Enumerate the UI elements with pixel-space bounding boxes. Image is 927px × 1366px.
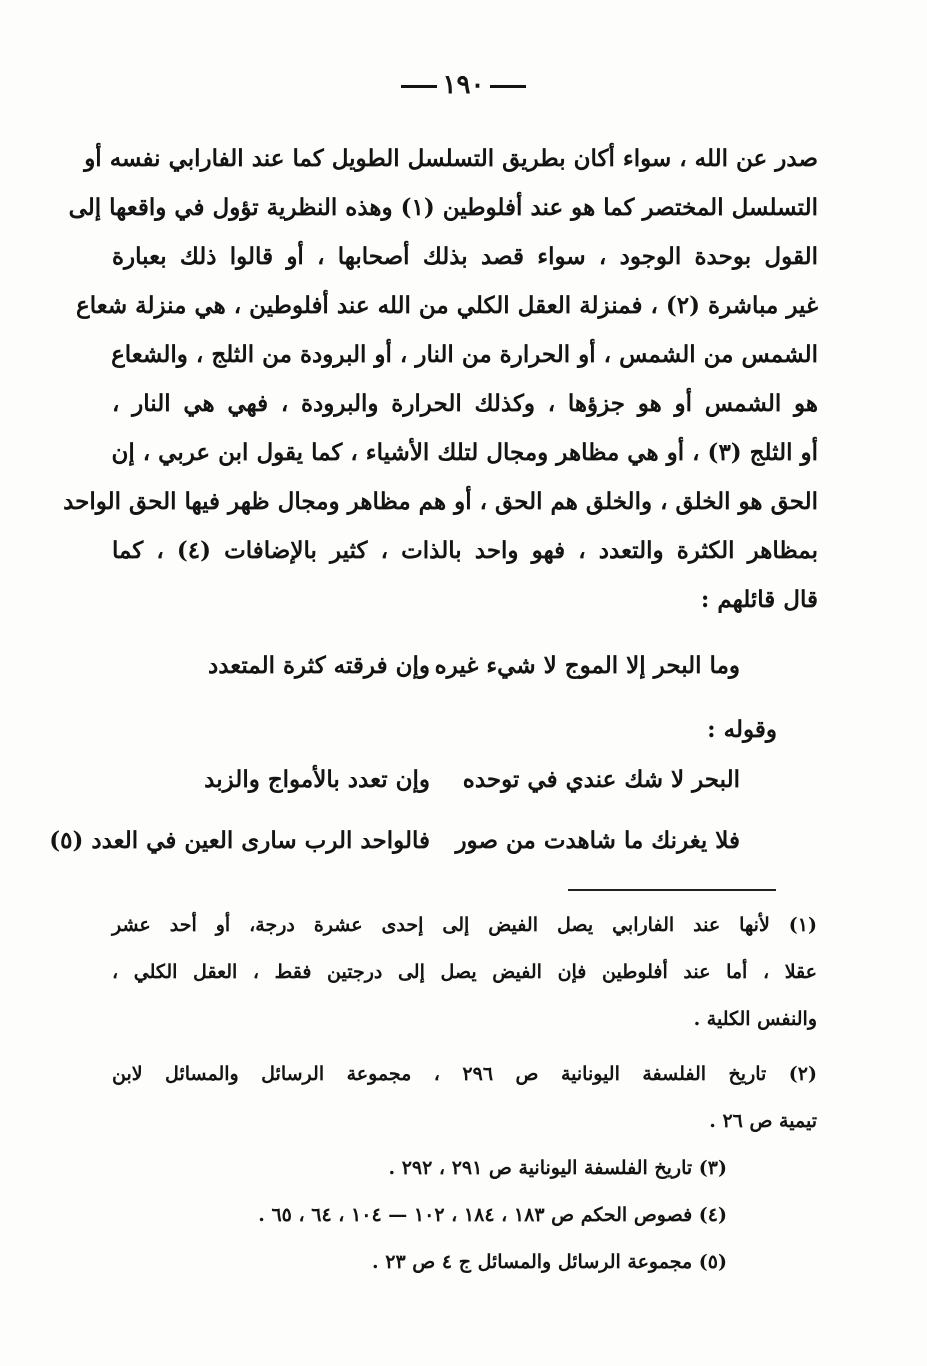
footnote-1-line: والنفس الكلية . xyxy=(693,1008,817,1030)
verse-2-first-hemistich: البحر لا شك عندي في توحده xyxy=(462,766,740,793)
paragraph-line: القول بوحدة الوجود ، سواء قصد بذلك أصحابها ، أو قالوا ذلك بعبارة xyxy=(112,243,818,270)
page-number-value: ١٩٠ xyxy=(442,70,485,100)
verse-2 xyxy=(140,757,740,803)
paragraph-line: الشمس من الشمس ، أو الحرارة من النار ، أو البرودة من الثلج ، والشعاع xyxy=(111,341,818,368)
right-dash xyxy=(490,85,526,88)
footnote-separator xyxy=(568,889,776,891)
footnote-2-line: تيمية ص ٢٦ . xyxy=(709,1110,817,1132)
verse-3-first-hemistich: فلا يغرنك ما شاهدت من صور xyxy=(455,827,740,854)
footnote-4: (٤) فصوص الحكم ص ١٨٣ ، ١٨٤ ، ١٠٢ — ١٠٤ ، ٦٤ ، ٦٥ . xyxy=(258,1204,727,1226)
footnote-2-line: (٢) تاريخ الفلسفة اليونانية ص ٢٩٦ ، مجموعة الرسائل والمسائل لابن xyxy=(112,1063,817,1085)
paragraph-line: قال قائلهم : xyxy=(700,586,818,613)
paragraph-line: صدر عن الله ، سواء أكان بطريق التسلسل الطويل كما عند الفارابي نفسه أو xyxy=(84,145,818,172)
verse-1 xyxy=(140,643,740,689)
paragraph-line: الحق هو الخلق ، والخلق هم الحق ، أو هم مظاهر ومجال ظهر فيها الحق الواحد xyxy=(63,488,818,515)
paragraph-line: أو الثلج (٣) ، أو هي مظاهر ومجال لتلك الأشياء ، كما يقول ابن عربي ، إن xyxy=(111,439,818,466)
paragraph-line: التسلسل المختصر كما هو عند أفلوطين (١) وهذه النظرية تؤول في واقعها إلى xyxy=(68,194,818,221)
verse-3 xyxy=(49,818,740,864)
footnote-1-line: (١) لأنها عند الفارابي يصل الفيض إلى إحدى عشرة درجة، أو أحد عشر xyxy=(112,914,817,936)
paragraph-line: هو الشمس أو هو جزؤها ، وكذلك الحرارة والبرودة ، فهي هي النار ، xyxy=(112,390,818,417)
verse-3-second-hemistich: فالواحد الرب سارى العين في العدد (٥) xyxy=(49,827,430,854)
main-paragraph xyxy=(63,134,818,624)
verse-2-second-hemistich: وإن تعدد بالأمواج والزبد xyxy=(204,766,430,793)
footnotes xyxy=(112,902,817,1286)
left-dash xyxy=(401,85,437,88)
page-number xyxy=(0,70,927,100)
paragraph-line: بمظاهر الكثرة والتعدد ، فهو واحد بالذات ، كثير بالإضافات (٤) ، كما xyxy=(112,537,818,564)
verse-1-second-hemistich: وإن فرقته كثرة المتعدد xyxy=(207,652,430,679)
footnote-1-line: عقلا ، أما عند أفلوطين فإن الفيض يصل إلى درجتين فقط ، العقل الكلي ، xyxy=(112,961,817,983)
verse-intro: وقوله : xyxy=(707,716,777,743)
footnote-5: (٥) مجموعة الرسائل والمسائل ج ٤ ص ٢٣ . xyxy=(372,1251,727,1273)
paragraph-line: غير مباشرة (٢) ، فمنزلة العقل الكلي من الله عند أفلوطين ، هي منزلة شعاع xyxy=(76,292,818,319)
verse-1-first-hemistich: وما البحر إلا الموج لا شيء غيره xyxy=(434,652,740,679)
footnote-3: (٣) تاريخ الفلسفة اليونانية ص ٢٩١ ، ٢٩٢ . xyxy=(388,1157,727,1179)
